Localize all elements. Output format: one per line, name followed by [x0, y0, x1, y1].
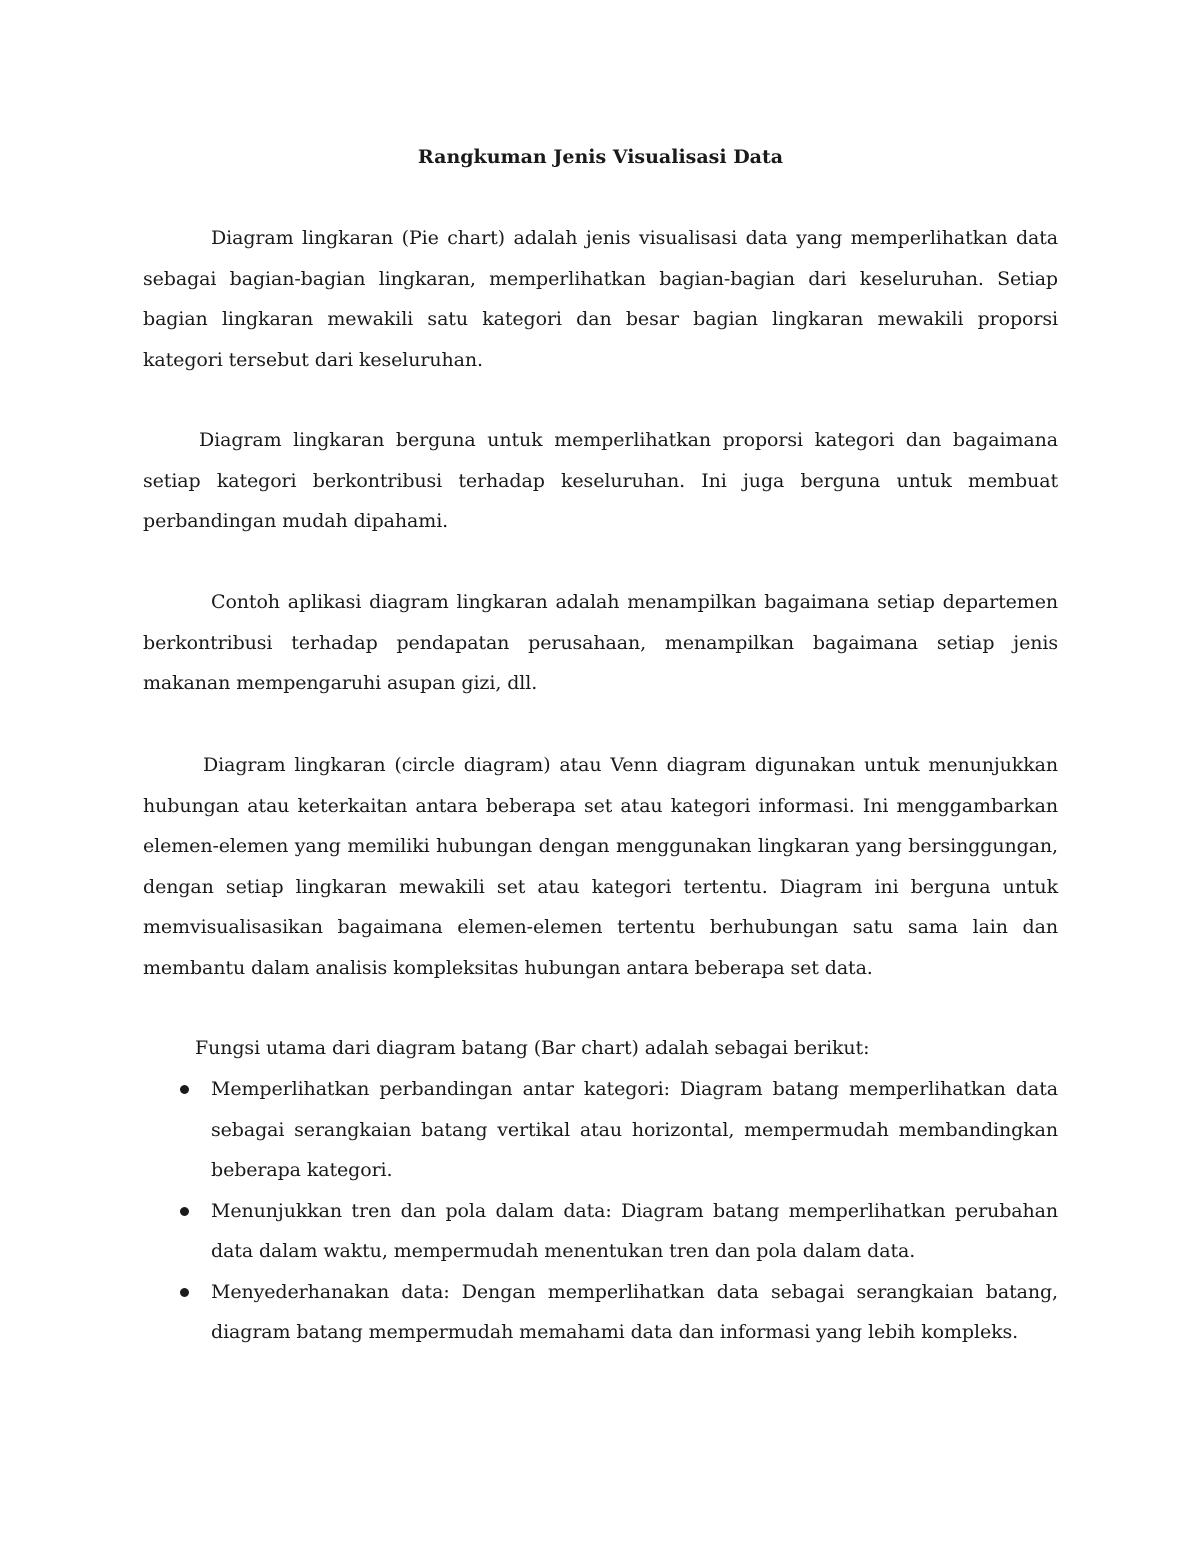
paragraph-pie-chart-usage: Diagram lingkaran berguna untuk memperlihatkan proporsi kategori dan bagaimana setiap kategori berkontribusi terhadap keseluruhan. Ini juga berguna untuk membuat perbandingan mudah dipahami. [143, 429, 1058, 532]
list-item-text: Menunjukkan tren dan pola dalam data: Diagram batang memperlihatkan perubahan data dalam waktu, mempermudah menentukan tren dan pola dalam data. [211, 1199, 1058, 1262]
list-item-text: Memperlihatkan perbandingan antar kategori: Diagram batang memperlihatkan data sebagai serangkaian batang vertikal atau horizontal, mempermudah membandingkan beberapa kategori. [211, 1078, 1058, 1181]
paragraph-bar-chart-intro: Fungsi utama dari diagram batang (Bar chart) adalah sebagai berikut: [195, 1037, 870, 1059]
list-item [143, 1191, 1058, 1272]
paragraph-venn-diagram: Diagram lingkaran (circle diagram) atau Venn diagram digunakan untuk menunjukkan hubungan atau keterkaitan antara beberapa set atau kategori informasi. Ini menggambarkan elemen-elemen yang memiliki hubungan dengan menggunakan lingkaran yang bersinggungan, dengan setiap lingkaran mewakili set atau kategori tertentu. Diagram ini berguna untuk memvisualisasikan bagaimana elemen-elemen tertentu berhubungan satu sama lain dan membantu dalam analisis kompleksitas hubungan antara beberapa set data. [143, 754, 1058, 979]
bullet-icon [180, 1207, 189, 1216]
list-item [143, 1272, 1058, 1353]
bullet-icon [180, 1288, 189, 1297]
list-item [143, 1069, 1058, 1191]
document-title: Rangkuman Jenis Visualisasi Data [417, 146, 784, 168]
bar-chart-functions-list [143, 1069, 1058, 1353]
paragraph-pie-chart-definition: Diagram lingkaran (Pie chart) adalah jenis visualisasi data yang memperlihatkan data sebagai bagian-bagian lingkaran, memperlihatkan bagian-bagian dari keseluruhan. Setiap bagian lingkaran mewakili satu kategori dan besar bagian lingkaran mewakili proporsi kategori tersebut dari keseluruhan. [143, 227, 1058, 371]
bullet-icon [180, 1085, 189, 1094]
list-item-text: Menyederhanakan data: Dengan memperlihatkan data sebagai serangkaian batang, diagram batang mempermudah memahami data dan informasi yang lebih kompleks. [211, 1280, 1058, 1343]
paragraph-pie-chart-example: Contoh aplikasi diagram lingkaran adalah menampilkan bagaimana setiap departemen berkontribusi terhadap pendapatan perusahaan, menampilkan bagaimana setiap jenis makanan mempengaruhi asupan gizi, dll. [143, 591, 1058, 694]
